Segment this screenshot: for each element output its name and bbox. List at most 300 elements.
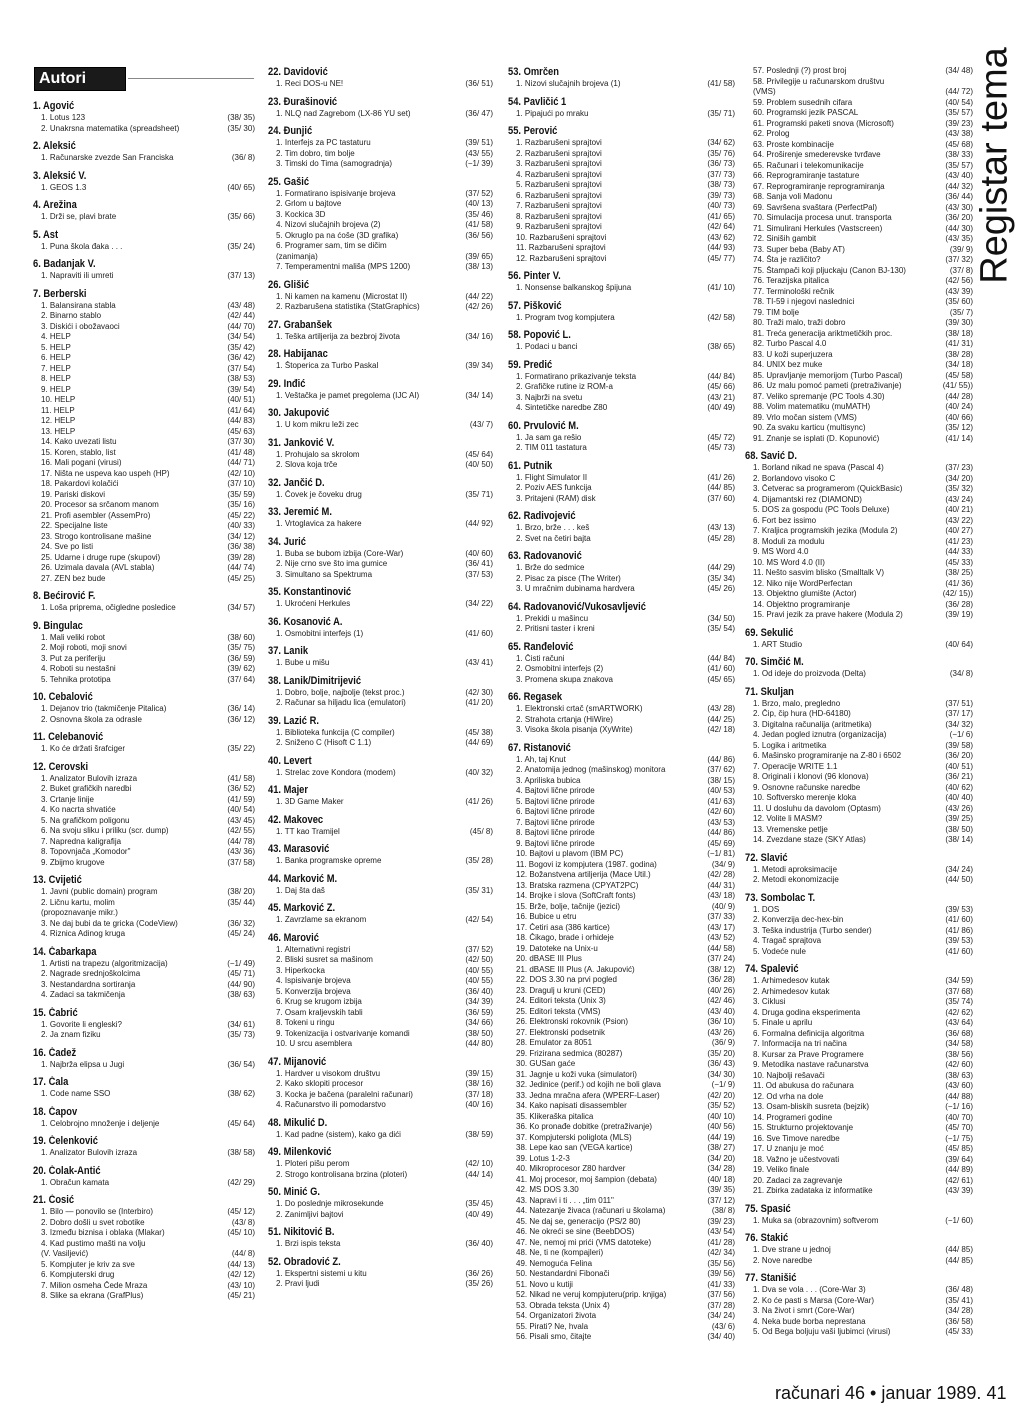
article-issue-page: (40/ 27) [945, 526, 973, 535]
article-issue-page: (44/ 29) [707, 563, 735, 572]
article-item [745, 547, 973, 558]
article-item [268, 1039, 493, 1050]
article-title: 75. Štampači koji pljuckaju (Canon BJ-130) [753, 265, 906, 275]
article-issue-page: (43/ 40) [707, 1006, 735, 1016]
article-issue-page: (41/ 65) [707, 211, 735, 221]
article-title: 2. Anatomija jednog (mašinskog) monitora [516, 765, 666, 774]
article-title: 10. HELP [41, 395, 76, 404]
article-title: 38. Lepe kao san (VEGA kartice) [516, 1143, 633, 1152]
article-item [745, 814, 973, 825]
article-title: 37. Kompjuterski poliglota (MLS) [516, 1132, 632, 1142]
author-entry [33, 1165, 255, 1189]
author-name [268, 407, 493, 420]
article-item [508, 1038, 735, 1049]
article-title: 1. Brzo, brže . . . keš [516, 523, 590, 532]
article-title: 11. HELP [41, 405, 75, 415]
author-entry [268, 96, 493, 120]
article-item [745, 905, 973, 916]
author-name-text: 33. Jeremić M. [268, 506, 332, 518]
article-title: 2. Osnovna škola za odrasle [41, 714, 142, 724]
article-issue-page: (39/ 62) [227, 664, 255, 673]
section-heading: Autori [39, 70, 87, 87]
article-item [745, 610, 973, 621]
article-title: 1. Reci DOS-u NE! [276, 79, 344, 88]
article-item [33, 574, 255, 585]
article-title: 54. Organizatori života [516, 1311, 597, 1320]
article-item [508, 403, 735, 414]
article-item [508, 243, 735, 254]
article-title: 10. Najbolji rešavači [753, 1070, 825, 1080]
article-issue-page: (38/ 63) [227, 990, 255, 999]
article-item [745, 213, 973, 224]
article-title: 2. Računar sa hiljadu lica (emulatori) [276, 698, 406, 707]
article-issue-page: (39/ 65) [465, 251, 493, 261]
article-issue-page: (36/ 56) [465, 230, 493, 240]
author-name-text: 25. Gašić [268, 175, 310, 188]
author-name-text: 31. Janković V. [268, 436, 335, 449]
article-issue-page: (44/ 50) [945, 875, 973, 884]
author-name-text: 63. Radovanović [508, 550, 582, 562]
article-issue-page: (41/ 10) [707, 283, 735, 292]
article-item [508, 393, 735, 404]
author-name-text: 22. Davidović [268, 66, 328, 78]
author-entry [745, 656, 973, 680]
author-name [33, 874, 255, 887]
article-title: 3. Nestandardna sortiranja [41, 979, 136, 989]
author-name [268, 506, 493, 519]
article-issue-page: (42/ 46) [707, 996, 735, 1005]
article-issue-page: (41/ 58) [707, 79, 735, 88]
author-name-text: 8. Bećirović F. [33, 590, 96, 602]
article-title: 23. Dragulj u kruni (CED) [516, 985, 606, 995]
article-issue-page: (−1/ 49) [227, 958, 255, 968]
article-item [268, 241, 493, 252]
article-issue-page: (44/ 85) [945, 1245, 973, 1254]
article-item [745, 350, 973, 361]
article-title: 22. Specijalne liste [41, 521, 108, 530]
author-name-text: 54. Pavličić 1 [508, 95, 567, 108]
article-item [508, 954, 735, 965]
article-title: 39. Lotus 1-2-3 [516, 1153, 570, 1163]
article-issue-page: (36/ 41) [465, 559, 493, 568]
article-issue-page: (41/ 58) [227, 773, 255, 783]
article-title: 72. Siniših gambit [753, 234, 817, 243]
article-issue-page: (45/ 63) [227, 426, 255, 436]
article-title: 1. Ni kamen na kamenu (Microstat II) [276, 291, 408, 301]
article-issue-page: (44/ 89) [945, 1165, 973, 1174]
author-name [33, 1047, 255, 1060]
article-issue-page: (43/ 21) [707, 392, 735, 402]
article-item [745, 699, 973, 710]
article-title: 2. Strahota crtanja (HiWire) [516, 714, 613, 724]
article-issue-page: (42/ 10) [227, 468, 255, 478]
article-issue-page: (44/ 72) [945, 87, 973, 96]
author-entry [268, 437, 493, 471]
article-title: 1. Dejanov trio (takmičenje Pitalica) [41, 704, 167, 713]
article-item [33, 406, 255, 417]
article-issue-page: (36/ 43) [707, 1059, 735, 1068]
author-entry [268, 1117, 493, 1141]
article-item [33, 898, 255, 909]
author-name-text: 28. Habijanac [268, 348, 328, 360]
article-item [508, 828, 735, 839]
article-title: 4. Zadaci sa takmičenja [41, 990, 126, 999]
article-title: 1. Prohujalo sa skrolom [276, 449, 360, 459]
article-issue-page: (39/ 35) [707, 1185, 735, 1194]
article-issue-page: (45/ 58) [945, 370, 973, 380]
author-name [745, 627, 973, 640]
article-item [508, 902, 735, 913]
author-entry [508, 125, 735, 264]
article-issue-page: (39/ 19) [945, 610, 973, 619]
article-item [268, 1210, 493, 1221]
article-title: 9. Bajtovi lične prirode [516, 838, 595, 848]
article-item [745, 762, 973, 773]
article-issue-page: (42/ 34) [707, 1248, 735, 1257]
author-name-text: 5. Ast [33, 228, 59, 241]
author-name [268, 873, 493, 886]
article-title: 24. Sve po listi [41, 542, 94, 551]
article-title: 18. Čikago, brade i orhideje [516, 933, 614, 942]
article-issue-page: (40/ 56) [707, 1122, 735, 1131]
article-item [268, 559, 493, 570]
article-item [268, 79, 493, 90]
article-issue-page: (34/ 30) [707, 1069, 735, 1079]
article-issue-page: (38/ 59) [465, 1129, 493, 1139]
article-item [268, 976, 493, 987]
article-title: 1. NLQ nad Zagrebom (LX-86 YU set) [276, 108, 411, 118]
article-title: 2. Razbarušeni sprajtovi [516, 148, 602, 158]
article-issue-page: (45/ 22) [227, 510, 255, 520]
article-item [745, 915, 973, 926]
article-issue-page: (43/ 53) [707, 817, 735, 827]
article-item [508, 765, 735, 776]
author-entry [33, 1135, 255, 1159]
article-issue-page: (44/ 25) [707, 714, 735, 724]
author-name [268, 1256, 493, 1269]
article-title: 1. Code name SSO [41, 1089, 111, 1098]
article-item [745, 1245, 973, 1256]
article-item [745, 1102, 973, 1113]
article-item [745, 318, 973, 329]
article-title: 3. Apriliska bubica [516, 775, 581, 785]
article-issue-page: (41/ 33) [707, 1279, 735, 1289]
article-title: (propoznavanje mikr.) [41, 908, 118, 917]
author-entry [268, 843, 493, 867]
article-item [33, 715, 255, 726]
article-issue-page: (37/ 58) [227, 857, 255, 867]
article-issue-page: (39/ 25) [945, 814, 973, 823]
article-issue-page: (44/ 80) [465, 1039, 493, 1048]
article-item [508, 1217, 735, 1228]
author-name-text: 4. Arežina [33, 199, 77, 211]
author-name-text: 65. Ranđelović [508, 640, 574, 653]
article-title: 20. Procesor sa srčanom manom [41, 500, 159, 509]
article-item [745, 1155, 973, 1166]
article-issue-page: (42/ 29) [227, 1177, 255, 1187]
article-title: 1. Dve strane u jednoj [753, 1245, 831, 1254]
author-name [268, 1226, 493, 1239]
author-name-text: 38. Lanik/Dimitrijević [268, 674, 362, 687]
author-entry [268, 586, 493, 610]
article-title: 1. Bilo — ponovilo se (Interbiro) [41, 1207, 154, 1216]
article-item [33, 385, 255, 396]
article-issue-page: (40/ 54) [945, 97, 973, 107]
article-issue-page: (38/ 35) [227, 113, 255, 122]
article-item [745, 730, 973, 741]
author-entry [508, 601, 735, 635]
article-item [33, 563, 255, 574]
article-title: 6. Krug se krugom izbija [276, 997, 362, 1006]
article-issue-page: (38/ 20) [227, 887, 255, 896]
article-item [745, 825, 973, 836]
author-name [268, 536, 493, 549]
article-item [745, 926, 973, 937]
article-title: 1. Interfejs za PC tastaturu [276, 138, 371, 147]
article-item [268, 827, 493, 838]
article-issue-page: (45/ 38) [465, 727, 493, 737]
article-title: 14. Programeri godine [753, 1112, 833, 1122]
author-entry [508, 641, 735, 686]
author-entry [33, 1194, 255, 1302]
author-name [33, 1165, 255, 1178]
article-item [508, 222, 735, 233]
author-entry [33, 1076, 255, 1100]
article-item [268, 210, 493, 221]
article-title: 12. Razbarušeni sprajtovi [516, 253, 607, 263]
article-title: 6. Mašinsko programiranje na Z-80 i 6502 [753, 751, 902, 760]
article-issue-page: (44/ 13) [227, 1259, 255, 1269]
article-issue-page: (35/ 76) [707, 148, 735, 158]
article-title: 13. Osam-bliskih susreta (bejzik) [753, 1102, 870, 1111]
article-issue-page: (43/ 64) [945, 1018, 973, 1027]
article-issue-page: (43/ 40) [945, 171, 973, 180]
article-title: 3. U mračnim dubinama hardvera [516, 584, 635, 593]
article-title: 12. Božanstvena artiljerija (Mace Util.) [516, 870, 651, 879]
article-title: 28. Emulator za 8051 [516, 1038, 593, 1047]
article-title: 2. Grafičke rutine iz ROM-a [516, 382, 613, 391]
section-heading-bar [34, 67, 126, 91]
article-item [33, 858, 255, 869]
article-item [508, 654, 735, 665]
article-item [508, 584, 735, 595]
article-issue-page: (34/ 50) [707, 613, 735, 623]
article-item [33, 919, 255, 930]
article-issue-page: (45/ 24) [227, 929, 255, 938]
article-item [508, 1059, 735, 1070]
article-title: 11. Od abukusa do računara [753, 1081, 854, 1090]
article-issue-page: (34/ 8) [949, 669, 973, 678]
article-title: 2. Nagrade srednjoškolcima [41, 969, 141, 978]
article-title: 1. Artisti na trapezu (algoritmizacija) [41, 958, 168, 968]
article-issue-page: (39/ 53) [945, 936, 973, 945]
article-item [745, 140, 973, 151]
article-issue-page: (45/ 66) [707, 382, 735, 391]
article-issue-page: (35/ 59) [227, 489, 255, 499]
article-item [508, 233, 735, 244]
article-title: 4. Druga godina eksperimenta [753, 1007, 861, 1017]
article-issue-page: (45/ 77) [707, 253, 735, 263]
article-item [745, 495, 973, 506]
article-issue-page: (36/ 21) [945, 772, 973, 781]
author-name [268, 843, 493, 856]
article-issue-page: (45/ 12) [227, 1207, 255, 1216]
article-issue-page: (35/ 60) [945, 297, 973, 306]
author-name-text: 30. Jakupović [268, 407, 330, 419]
author-entry [745, 686, 973, 846]
article-issue-page: (41/ 58) [465, 220, 493, 229]
article-title: 5. Okruglo pa na ćoše (3D grafika) [276, 230, 399, 240]
author-name-text: 34. Jurić [268, 535, 306, 548]
article-title: 4. Riznica Adinog kruga [41, 929, 126, 938]
article-title: 8. Topovnjača „Komodor" [41, 847, 131, 856]
article-issue-page: (37/ 68) [945, 986, 973, 996]
article-issue-page: (35/ 74) [945, 997, 973, 1006]
article-title: 42. MS DOS 3.30 [516, 1185, 579, 1194]
article-item [508, 574, 735, 585]
article-title: 1. Ploteri pišu perom [276, 1159, 350, 1168]
article-item [33, 542, 255, 553]
article-issue-page: (41/ 23) [945, 536, 973, 546]
article-issue-page: (34/ 57) [227, 603, 255, 612]
author-name-text: 24. Đunjić [268, 125, 313, 137]
article-issue-page: (35/ 34) [707, 573, 735, 583]
article-item [745, 600, 973, 611]
article-title: 1. Teška artiljerija za bezbroj života [276, 331, 400, 341]
article-issue-page: (40/ 32) [465, 767, 493, 777]
article-issue-page: (40/ 53) [707, 786, 735, 795]
article-item [508, 704, 735, 715]
article-item [268, 391, 493, 402]
article-item [745, 1060, 973, 1071]
article-title: 1. Osmobitni interfejs (1) [276, 628, 364, 638]
article-item [33, 1228, 255, 1239]
article-title: 5. Bajtovi lične prirode [516, 796, 595, 806]
author-name-text: 40. Levert [268, 754, 312, 767]
article-issue-page: (35/ 54) [707, 624, 735, 633]
article-title: 2. Ja znam fiziku [41, 1030, 101, 1039]
article-issue-page: (40/ 51) [945, 761, 973, 771]
article-item [268, 199, 493, 210]
article-item [745, 1071, 973, 1082]
article-item [268, 450, 493, 461]
article-title: 79. TIM bolje [753, 307, 800, 317]
author-name [33, 761, 255, 774]
author-entry [33, 288, 255, 585]
article-issue-page: (35/ 30) [227, 123, 255, 133]
article-item [745, 171, 973, 182]
article-item [33, 1060, 255, 1071]
article-title: 8. Razbarušeni sprajtovi [516, 211, 602, 221]
author-name-text: 7. Berberski [33, 287, 87, 300]
article-issue-page: (41/ 60) [707, 664, 735, 673]
article-issue-page: (−1/ 16) [945, 1102, 973, 1111]
article-issue-page: (40/ 9) [711, 901, 735, 911]
article-title: 2. Ko će pasti s Marsa (Core-War) [753, 1295, 875, 1305]
article-issue-page: (37/ 30) [227, 437, 255, 446]
article-title: 1. Nonsense balkanskog špijuna [516, 283, 632, 292]
article-item [33, 1218, 255, 1229]
article-item [745, 1092, 973, 1103]
author-name-text: 12. Cerovski [33, 760, 89, 773]
author-entry [268, 348, 493, 372]
article-issue-page: (36/ 42) [227, 353, 255, 362]
article-item [268, 886, 493, 897]
article-issue-page: (42/ 28) [707, 870, 735, 879]
article-issue-page: (34/ 32) [945, 719, 973, 729]
article-item [33, 847, 255, 858]
article-issue-page: (35/ 71) [465, 489, 493, 499]
article-title: 2. Razbarušena statistika (StatGraphics) [276, 302, 420, 311]
article-issue-page: (41/ 36) [945, 578, 973, 588]
article-title: 7. Informacija na tri načina [753, 1039, 847, 1048]
article-issue-page: (38/ 18) [945, 328, 973, 338]
article-issue-page: (41/ 59) [227, 794, 255, 804]
article-issue-page: (45/ 21) [227, 1291, 255, 1300]
article-title: 12. Niko nije WordPerfectan [753, 578, 853, 588]
article-title: 21. dBASE III Plus (A. Jakupović) [516, 964, 635, 974]
article-title: 4. Nizovi slučajnih brojeva (2) [276, 220, 381, 229]
article-item [508, 523, 735, 534]
article-title: 25. Udarne i druge rupe (skupovi) [41, 552, 161, 562]
author-name-text: 69. Sekulić [745, 626, 794, 639]
article-issue-page: (40/ 50) [465, 460, 493, 469]
article-issue-page: (36/ 73) [707, 159, 735, 168]
article-title: 71. Simulirani Herkules (Vastscreen) [753, 223, 883, 233]
article-title: 6. Programer sam, tim se dičim [276, 241, 387, 250]
article-title: 58. Privilegije u računarskom društvu [753, 76, 885, 86]
author-entry [508, 96, 735, 120]
article-item [508, 881, 735, 892]
article-title: 1. Ja sam ga rešio [516, 432, 582, 442]
author-name-text: 52. Obradović Z. [268, 1255, 341, 1268]
article-issue-page: (−1/ 81) [707, 849, 735, 858]
article-issue-page: (36/ 44) [945, 192, 973, 201]
article-title: 12. Od vrha na dole [753, 1091, 824, 1101]
article-item [745, 579, 973, 590]
article-issue-page: (35/ 31) [465, 885, 493, 895]
article-issue-page: (45/ 85) [945, 1144, 973, 1153]
article-title: 2. Svet na četiri bajta [516, 533, 591, 543]
article-title: 86. Uz malu pomoć pameti (pretraživanje) [753, 381, 902, 390]
article-item [508, 212, 735, 223]
article-title: 1. TT kao Tramijel [276, 826, 340, 836]
article-issue-page: (45/ 71) [227, 969, 255, 978]
article-item [508, 1154, 735, 1165]
article-issue-page: (43/ 8) [231, 1217, 255, 1227]
article-item [508, 342, 735, 353]
article-issue-page: (36/ 28) [707, 975, 735, 984]
article-title: 1. DOS [753, 904, 780, 914]
article-title: 61. Programski paketi snova (Microsoft) [753, 118, 894, 128]
article-issue-page: (40/ 66) [945, 412, 973, 422]
author-name [268, 616, 493, 629]
article-item [33, 183, 255, 194]
article-issue-page: (45/ 68) [945, 139, 973, 149]
author-entry [33, 1106, 255, 1130]
article-issue-page: (43/ 54) [707, 1227, 735, 1236]
article-title: 1. Brže do sedmice [516, 563, 585, 572]
article-item [508, 1322, 735, 1333]
author-name-text: 44. Marković M. [268, 872, 338, 885]
author-name-text: 57. Pišković [508, 299, 562, 312]
article-issue-page: (40/ 16) [465, 1100, 493, 1109]
article-issue-page: (34/ 59) [945, 976, 973, 985]
article-item [508, 860, 735, 871]
article-item [745, 339, 973, 350]
article-title: 4. Tragač sprajtova [753, 936, 822, 945]
author-entry [745, 963, 973, 1197]
